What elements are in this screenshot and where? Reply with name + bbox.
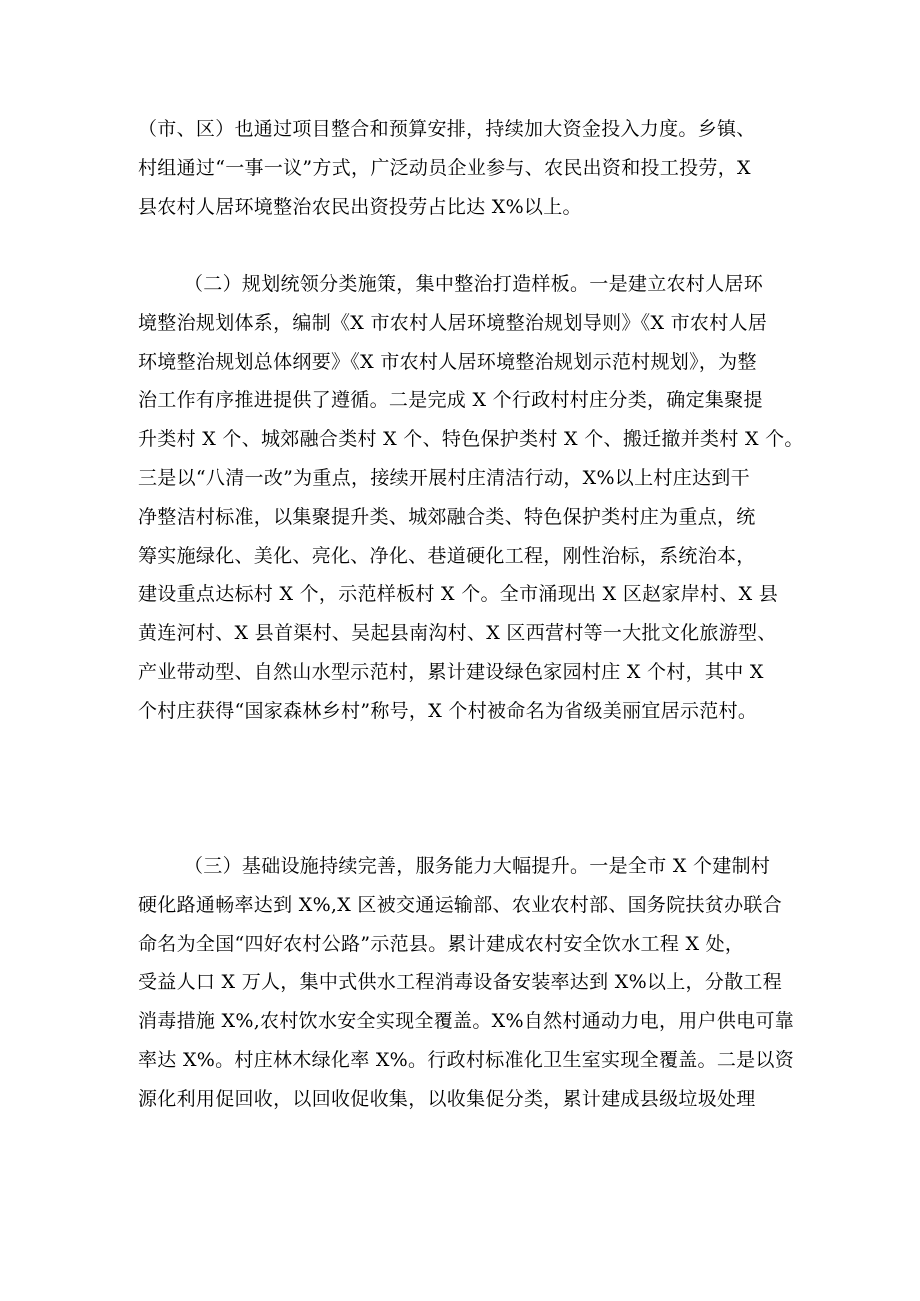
text-line: 县农村人居环境整治农民出资投劳占比达 X%以上。 [138, 195, 582, 218]
paragraph-infrastructure [138, 847, 798, 1119]
text-line: （二）规划统领分类施策，集中整治打造样板。一是建立农村人居环 [184, 273, 764, 295]
text-line: 建设重点达标村 X 个，示范样板村 X 个。全市涌现出 X 区赵家岸村、X 县 [138, 583, 779, 606]
text-line: 境整治规划体系，编制《X 市农村人居环境整治规划导则》《X 市农村人居 [138, 311, 768, 334]
text-line: 环境整治规划总体纲要》《X 市农村人居环境整治规划示范村规划》，为整 [138, 350, 757, 373]
paragraph-funding [138, 110, 798, 226]
text-line: 个村庄获得“国家森林乡村”称号，X 个村被命名为省级美丽宜居示范村。 [138, 699, 758, 722]
text-line: 治工作有序推进提供了遵循。二是完成 X 个行政村村庄分类，确定集聚提 [138, 389, 763, 412]
paragraph-planning [138, 265, 804, 731]
text-line: 受益人口 X 万人，集中式供水工程消毒设备安装率达到 X%以上，分散工程 [138, 971, 783, 994]
text-line: （三）基础设施持续完善，服务能力大幅提升。一是全市 X 个建制村 [184, 855, 771, 877]
text-line: 升类村 X 个、城郊融合类村 X 个、特色保护类村 X 个、搬迁撤并类村 X 个。 [138, 428, 804, 451]
text-line: 净整洁村标准，以集聚提升类、城郊融合类、特色保护类村庄为重点，统 [138, 505, 756, 528]
text-line: 消毒措施 X%,农村饮水安全实现全覆盖。X%自然村通动力电，用户供电可靠 [138, 1010, 795, 1033]
text-line: 村组通过“一事一议”方式，广泛动员企业参与、农民出资和投工投劳，X [138, 156, 751, 179]
text-line: 率达 X%。村庄林木绿化率 X%。行政村标准化卫生室实现全覆盖。二是以资 [138, 1048, 795, 1071]
text-line: 黄连河村、X 县首渠村、吴起县南沟村、X 区西营村等一大批文化旅游型、 [138, 622, 777, 645]
text-line: 命名为全国“四好农村公路”示范县。累计建成农村安全饮水工程 X 处， [138, 932, 745, 955]
text-line: 筹实施绿化、美化、亮化、净化、巷道硬化工程，刚性治标，系统治本， [138, 544, 756, 567]
text-line: 硬化路通畅率达到 X%,X 区被交通运输部、农业农村部、国务院扶贫办联合 [138, 893, 783, 916]
text-line: 源化利用促回收，以回收促收集，以收集促分类，累计建成县级垃圾处理 [138, 1087, 756, 1110]
text-line: 产业带动型、自然山水型示范村，累计建设绿色家园村庄 X 个村，其中 X [138, 660, 764, 683]
text-line: （市、区）也通过项目整合和预算安排，持续加大资金投入力度。乡镇、 [138, 118, 756, 140]
text-line: 三是以“八清一改”为重点，接续开展村庄清洁行动，X%以上村庄达到干 [138, 466, 750, 489]
